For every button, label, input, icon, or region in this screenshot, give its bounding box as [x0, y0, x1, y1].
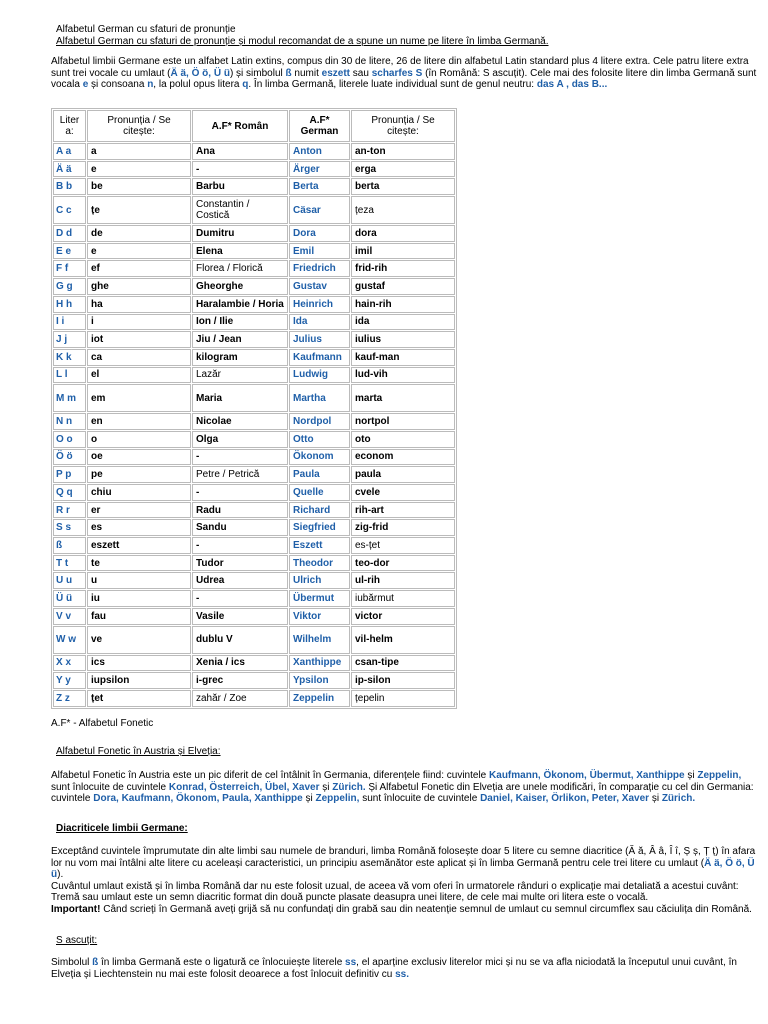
cell-pronunciation: be — [87, 178, 191, 195]
table-row — [53, 690, 455, 707]
cell-af-german: Berta — [289, 178, 350, 195]
cell-af-german: Friedrich — [289, 260, 350, 277]
cell-letter: S s — [53, 519, 86, 536]
cell-letter: L l — [53, 367, 86, 384]
eszett-symbol: ß — [92, 957, 99, 968]
text: Simbolul — [51, 957, 93, 968]
cell-af-german: Dora — [289, 225, 350, 242]
cell-pronunciation: iu — [87, 590, 191, 607]
cell-letter: U u — [53, 572, 86, 589]
cell-af-romanian: Sandu — [192, 519, 288, 536]
document-subtitle: Alfabetul German cu sfaturi de pronunție și modul recomandat de a spune un nume pe litere în limba Germană. — [56, 36, 549, 47]
cell-af-romanian: - — [192, 161, 288, 178]
text: Exceptând cuvintele împrumutate din alte limbi sau numele de branduri, limba Română folosește doar 5 litere cu semne diacritice (Ă ă, Â â, Î î, Ș ș, Ț ț) în afara lor nu vom mai întâlni alte litere cu aceleași caracteristici, un principiu asemănător este aplicat și în limba Germană pentru cele trei litere cu umlaut ( — [51, 846, 756, 869]
cell-letter: E e — [53, 243, 86, 260]
cell-af-romanian: - — [192, 484, 288, 501]
cell-af-romanian: Radu — [192, 502, 288, 519]
cell-pronunciation-german: paula — [351, 466, 455, 483]
cell-af-romanian: Petre / Petrică — [192, 466, 288, 483]
cell-af-german: Nordpol — [289, 413, 350, 430]
letter-q: q — [242, 79, 249, 90]
table-row — [53, 466, 455, 483]
word-list: Zürich. — [332, 781, 366, 793]
cell-af-romanian: Tudor — [192, 555, 288, 572]
cell-af-german: Ulrich — [289, 572, 350, 589]
cell-pronunciation: pe — [87, 466, 191, 483]
cell-af-romanian: Constantin / Costică — [192, 196, 288, 224]
cell-pronunciation: a — [87, 143, 191, 160]
cell-letter: M m — [53, 384, 86, 412]
cell-letter: A a — [53, 143, 86, 160]
intro-text: Alfabetul limbii Germane este un alfabet Latin extins, compus din 30 de litere, 26 de litere din alfabetul Latin standard plus 4 litere extra. Cele patru litere extra sunt trei vocale cu umlaut ( — [51, 56, 749, 79]
header-pronunciation: Pronunția / Se citește: — [87, 110, 191, 142]
cell-pronunciation: ca — [87, 349, 191, 366]
cell-af-romanian: Elena — [192, 243, 288, 260]
table-row — [53, 349, 455, 366]
cell-letter: Q q — [53, 484, 86, 501]
cell-af-romanian: Jiu / Jean — [192, 331, 288, 348]
cell-pronunciation-german: cvele — [351, 484, 455, 501]
table-row — [53, 537, 455, 554]
cell-af-romanian: Barbu — [192, 178, 288, 195]
table-row — [53, 367, 455, 384]
cell-af-romanian: Haralambie / Horia — [192, 296, 288, 313]
cell-letter: I i — [53, 314, 86, 331]
cell-af-german: Emil — [289, 243, 350, 260]
cell-af-romanian: Lazăr — [192, 367, 288, 384]
cell-af-german: Ypsilon — [289, 672, 350, 689]
cell-pronunciation: chiu — [87, 484, 191, 501]
cell-pronunciation-german: kauf-man — [351, 349, 455, 366]
cell-letter: T t — [53, 555, 86, 572]
intro-text: numit — [291, 67, 322, 79]
cell-pronunciation: de — [87, 225, 191, 242]
cell-letter: R r — [53, 502, 86, 519]
cell-af-german: Anton — [289, 143, 350, 160]
cell-pronunciation-german: gustaf — [351, 278, 455, 295]
ss-letters: ss — [345, 957, 357, 968]
text: ). — [57, 869, 64, 880]
word-list: Konrad, Österreich, Übel, Xaver — [168, 781, 320, 793]
cell-letter: K k — [53, 349, 86, 366]
table-row — [53, 555, 455, 572]
cell-pronunciation: țe — [87, 196, 191, 224]
text: Și Alfabetul Fonetic din Elveția are unele modificări, în comparație cu cel din Germania: cuvintele — [51, 781, 754, 804]
cell-af-romanian: Ana — [192, 143, 288, 160]
paragraph-sharp-s — [51, 957, 761, 980]
table-row — [53, 260, 455, 277]
table-row — [53, 143, 455, 160]
cell-pronunciation-german: marta — [351, 384, 455, 412]
cell-pronunciation: e — [87, 161, 191, 178]
cell-letter: B b — [53, 178, 86, 195]
cell-letter: W w — [53, 626, 86, 654]
cell-af-german: Richard — [289, 502, 350, 519]
cell-af-german: Wilhelm — [289, 626, 350, 654]
text: Alfabetul Fonetic în Austria este un pic diferit de cel întâlnit în Germania, diferențele fiind: cuvintele — [51, 770, 490, 781]
word-list: Zeppelin, — [315, 793, 360, 804]
umlaut-letters: Ä ä, Ö ö, Ü ü — [51, 857, 755, 880]
document-title: Alfabetul German cu sfaturi de pronunție — [56, 24, 236, 35]
cell-pronunciation: iot — [87, 331, 191, 348]
table-row — [53, 484, 455, 501]
table-row — [53, 431, 455, 448]
cell-pronunciation: iupsilon — [87, 672, 191, 689]
cell-pronunciation: oe — [87, 449, 191, 466]
cell-pronunciation-german: zig-frid — [351, 519, 455, 536]
table-row — [53, 519, 455, 536]
cell-af-german: Ärger — [289, 161, 350, 178]
cell-letter: P p — [53, 466, 86, 483]
table-row — [53, 626, 455, 654]
word-list: Dora, Kaufmann, Ökonom, Paula, Xanthippe — [93, 793, 303, 804]
cell-af-german: Ida — [289, 314, 350, 331]
cell-af-romanian: i-grec — [192, 672, 288, 689]
heading-austria-switzerland: Alfabetul Fonetic în Austria și Elveția: — [56, 746, 221, 757]
word-list: Zeppelin, — [697, 770, 742, 781]
cell-pronunciation-german: erga — [351, 161, 455, 178]
cell-af-german: Siegfried — [289, 519, 350, 536]
cell-af-german: Cäsar — [289, 196, 350, 224]
header-pronunciation-german: Pronunția / Se citește: — [351, 110, 455, 142]
cell-pronunciation-german: vil-helm — [351, 626, 455, 654]
text: în limba Germană este o ligatură ce înlocuiește literele — [98, 957, 346, 968]
cell-af-romanian: Xenia / ics — [192, 655, 288, 672]
cell-pronunciation-german: țepelin — [351, 690, 455, 707]
important-label: Important! — [51, 903, 101, 915]
cell-letter: C c — [53, 196, 86, 224]
alphabet-table-body — [53, 143, 455, 707]
cell-af-german: Martha — [289, 384, 350, 412]
cell-letter: O o — [53, 431, 86, 448]
header-af-german: A.F* German — [289, 110, 350, 142]
cell-letter: G g — [53, 278, 86, 295]
cell-letter: Ä ä — [53, 161, 86, 178]
cell-pronunciation: o — [87, 431, 191, 448]
cell-letter: D d — [53, 225, 86, 242]
text: și — [684, 770, 698, 781]
header-af-romanian: A.F* Român — [192, 110, 288, 142]
cell-af-romanian: dublu V — [192, 626, 288, 654]
cell-letter: Y y — [53, 672, 86, 689]
text: sunt înlocuite de cuvintele — [359, 793, 481, 804]
intro-text: (în Română: S ascuțit). Cele mai des folosite litere din limba Germană sunt vocala — [51, 67, 757, 90]
consonant-n: n — [147, 79, 154, 90]
table-row — [53, 572, 455, 589]
word-list: Daniel, Kaiser, Örlikon, Peter, Xaver — [480, 793, 650, 804]
cell-af-german: Gustav — [289, 278, 350, 295]
cell-af-german: Julius — [289, 331, 350, 348]
word-list: Zürich. — [661, 793, 696, 804]
cell-pronunciation-german: iulius — [351, 331, 455, 348]
table-row — [53, 225, 455, 242]
cell-pronunciation-german: teo-dor — [351, 555, 455, 572]
cell-af-romanian: Udrea — [192, 572, 288, 589]
neuter-example: das A , das B... — [536, 79, 608, 90]
cell-pronunciation-german: ip-silon — [351, 672, 455, 689]
cell-letter: J j — [53, 331, 86, 348]
table-row — [53, 278, 455, 295]
cell-pronunciation: es — [87, 519, 191, 536]
paragraph-austria-switzerland — [51, 770, 761, 805]
text: și — [649, 793, 662, 804]
cell-af-german: Xanthippe — [289, 655, 350, 672]
cell-af-german: Viktor — [289, 608, 350, 625]
cell-pronunciation: ghe — [87, 278, 191, 295]
cell-af-german: Übermut — [289, 590, 350, 607]
cell-af-german: Heinrich — [289, 296, 350, 313]
cell-af-german: Paula — [289, 466, 350, 483]
umlaut-letters: Ä ä, Ö ö, Ü ü — [170, 67, 230, 79]
heading-diacritics: Diacriticele limbii Germane: — [56, 823, 188, 834]
cell-af-german: Kaufmann — [289, 349, 350, 366]
table-row — [53, 331, 455, 348]
vowel-e: e — [82, 79, 89, 90]
cell-pronunciation: el — [87, 367, 191, 384]
eszett-word: eszett — [321, 67, 351, 79]
cell-pronunciation: fau — [87, 608, 191, 625]
scharfes-s-word: scharfes S — [371, 67, 423, 79]
cell-af-romanian: Olga — [192, 431, 288, 448]
intro-text: sau — [350, 67, 372, 79]
cell-pronunciation-german: lud-vih — [351, 367, 455, 384]
cell-pronunciation: țet — [87, 690, 191, 707]
table-row — [53, 655, 455, 672]
cell-af-romanian: - — [192, 537, 288, 554]
cell-letter: Z z — [53, 690, 86, 707]
footnote: A.F* - Alfabetul Fonetic — [51, 718, 154, 729]
cell-af-romanian: Ion / Ilie — [192, 314, 288, 331]
cell-pronunciation-german: berta — [351, 178, 455, 195]
cell-af-romanian: Gheorghe — [192, 278, 288, 295]
cell-af-romanian: Dumitru — [192, 225, 288, 242]
cell-pronunciation-german: econom — [351, 449, 455, 466]
word-list: Kaufmann, Ökonom, Übermut, Xanthippe — [489, 770, 685, 781]
intro-text: ) și simbolul — [229, 67, 286, 79]
table-row — [53, 608, 455, 625]
text: sunt înlocuite de cuvintele — [51, 781, 169, 793]
text: , el aparține exclusiv literelor mici și nu se va afla niciodată la începutul unui cuvânt, în Elveția și Liechtenstein nu mai este folosit deoarece a fost înlocuit definitiv cu — [51, 957, 737, 980]
intro-paragraph — [51, 56, 757, 91]
table-row — [53, 243, 455, 260]
table-row — [53, 296, 455, 313]
cell-af-romanian: Nicolae — [192, 413, 288, 430]
alphabet-table — [51, 108, 457, 709]
text: Cuvântul umlaut există și în limba Română dar nu este folosit uzual, de aceea vă vom oferi în urmatorele rânduri o explicație mai detaliată a acestui cuvânt: Tremă sau umlaut este un semn diacritic format din două puncte plasate deasupra unei litere, de cele mai multe ori litera este o vocală. — [51, 880, 739, 903]
cell-letter: ß — [53, 537, 86, 554]
table-row — [53, 178, 455, 195]
cell-pronunciation: ve — [87, 626, 191, 654]
cell-pronunciation-german: victor — [351, 608, 455, 625]
cell-letter: Ü ü — [53, 590, 86, 607]
intro-text: și consoana — [88, 79, 148, 90]
text: și — [302, 793, 316, 804]
cell-af-german: Zeppelin — [289, 690, 350, 707]
cell-letter: N n — [53, 413, 86, 430]
cell-af-german: Otto — [289, 431, 350, 448]
cell-letter: V v — [53, 608, 86, 625]
cell-af-german: Eszett — [289, 537, 350, 554]
text: și — [319, 781, 333, 793]
cell-pronunciation-german: es-țet — [351, 537, 455, 554]
cell-pronunciation: te — [87, 555, 191, 572]
cell-pronunciation-german: an-ton — [351, 143, 455, 160]
cell-af-romanian: Florea / Florică — [192, 260, 288, 277]
cell-pronunciation-german: ida — [351, 314, 455, 331]
cell-pronunciation-german: țeza — [351, 196, 455, 224]
cell-letter: X x — [53, 655, 86, 672]
cell-pronunciation-german: imil — [351, 243, 455, 260]
cell-pronunciation-german: nortpol — [351, 413, 455, 430]
cell-letter: Ö ö — [53, 449, 86, 466]
cell-af-romanian: - — [192, 590, 288, 607]
cell-pronunciation: eszett — [87, 537, 191, 554]
cell-pronunciation: u — [87, 572, 191, 589]
cell-letter: F f — [53, 260, 86, 277]
cell-af-romanian: zahăr / Zoe — [192, 690, 288, 707]
ss-letters: ss. — [395, 968, 409, 980]
cell-pronunciation: ha — [87, 296, 191, 313]
paragraph-diacritics — [51, 846, 761, 915]
intro-text: . În limba Germană, literele luate individual sunt de genul neutru: — [248, 79, 537, 90]
eszett-symbol: ß — [285, 67, 292, 79]
cell-pronunciation: e — [87, 243, 191, 260]
cell-af-german: Ökonom — [289, 449, 350, 466]
cell-pronunciation-german: ul-rih — [351, 572, 455, 589]
cell-pronunciation-german: iubărmut — [351, 590, 455, 607]
cell-pronunciation: em — [87, 384, 191, 412]
cell-af-romanian: Maria — [192, 384, 288, 412]
table-row — [53, 413, 455, 430]
table-row — [53, 314, 455, 331]
table-header-row — [53, 110, 455, 142]
text: Când scrieți în Germană aveți grijă să nu confundați din grabă sau din neatenție semnul de umlaut cu semnul circumflex sau căciulița din Română. — [100, 903, 752, 915]
cell-af-german: Theodor — [289, 555, 350, 572]
intro-text: , la polul opus litera — [153, 79, 243, 90]
cell-pronunciation: ics — [87, 655, 191, 672]
table-row — [53, 449, 455, 466]
table-row — [53, 590, 455, 607]
cell-af-romanian: kilogram — [192, 349, 288, 366]
table-row — [53, 502, 455, 519]
cell-pronunciation-german: rih-art — [351, 502, 455, 519]
cell-af-romanian: Vasile — [192, 608, 288, 625]
table-row — [53, 672, 455, 689]
header-letter: Liter a: — [53, 110, 86, 142]
cell-pronunciation: er — [87, 502, 191, 519]
cell-af-german: Ludwig — [289, 367, 350, 384]
cell-af-german: Quelle — [289, 484, 350, 501]
table-row — [53, 161, 455, 178]
cell-letter: H h — [53, 296, 86, 313]
cell-pronunciation-german: oto — [351, 431, 455, 448]
cell-pronunciation: ef — [87, 260, 191, 277]
cell-af-romanian: - — [192, 449, 288, 466]
cell-pronunciation: en — [87, 413, 191, 430]
table-row — [53, 384, 455, 412]
cell-pronunciation-german: dora — [351, 225, 455, 242]
cell-pronunciation: i — [87, 314, 191, 331]
table-row — [53, 196, 455, 224]
cell-pronunciation-german: hain-rih — [351, 296, 455, 313]
cell-pronunciation-german: csan-tipe — [351, 655, 455, 672]
cell-pronunciation-german: frid-rih — [351, 260, 455, 277]
heading-sharp-s: S ascuțit: — [56, 935, 98, 946]
